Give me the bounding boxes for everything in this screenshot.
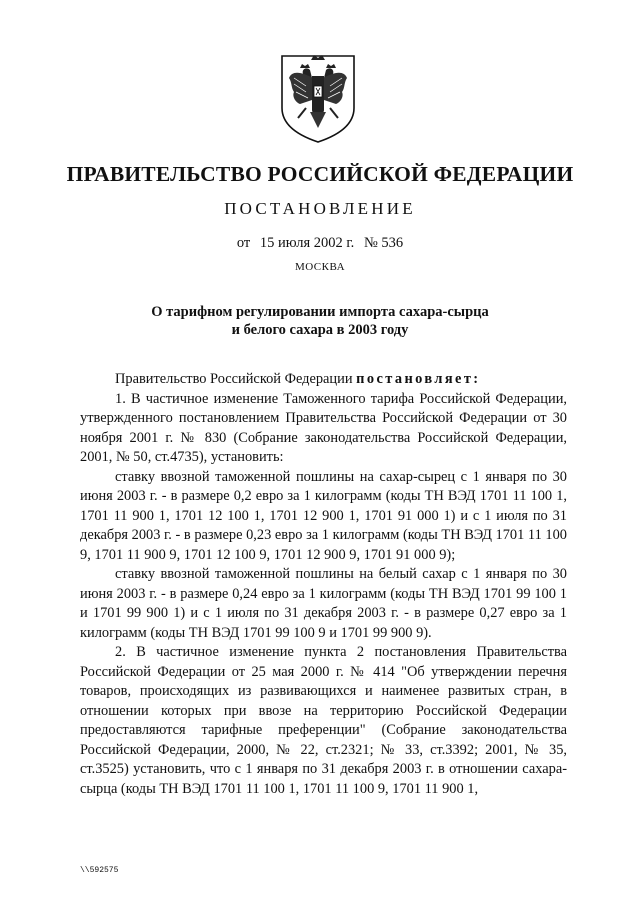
- date-line: [0, 235, 640, 252]
- intro-paragraph: [80, 370, 567, 390]
- title-line-2: и белого сахара в 2003 году: [231, 322, 409, 338]
- paragraph-1: 1. В частичное изменение Таможенного тарифа Российской Федерации, утвержденного постановлением Правительства Российской Федерации от 30 ноября 2001 г. № 830 (Собрание законодательства Российской Федерации, 2001, № 50, ст.4735), установить:: [80, 390, 567, 465]
- document-body: [80, 370, 567, 799]
- city-name: МОСКВА: [294, 261, 346, 273]
- resolution-number: № 536: [363, 235, 404, 251]
- resolution-date: 15 июля 2002 г.: [259, 235, 355, 251]
- intro-verb: постановляет:: [356, 371, 481, 387]
- paragraph-white-sugar-rate: ставку ввозной таможенной пошлины на белый сахар с 1 января по 30 июня 2003 г. - в размере 0,24 евро за 1 килограмм (коды ТН ВЭД 1701 99 100 1 и 1701 99 900 1) и с 1 июля по 31 декабря 2003 г. - в размере 0,27 евро за 1 килограмм (коды ТН ВЭД 1701 99 100 9 и 1701 99 900 9).: [80, 566, 567, 641]
- government-name: ПРАВИТЕЛЬСТВО РОССИЙСКОЙ ФЕДЕРАЦИИ: [66, 162, 574, 186]
- intro-text: Правительство Российской Федерации: [115, 371, 353, 387]
- russian-coat-of-arms-icon: [276, 48, 360, 144]
- document-title: [0, 303, 640, 339]
- paragraph-2: 2. В частичное изменение пункта 2 постановления Правительства Российской Федерации от 25 мая 2000 г. № 414 "Об утверждении перечня товаров, происходящих из развивающихся и наименее развитых стран, в отношении которых при ввозе на территорию Российской Федерации предоставляются тарифные преференции" (Собрание законодательства Российской Федерации, 2000, № 22, ст.2321; № 33, ст.3392; 2001, № 35, ст.3525) установить, что с 1 января по 31 декабря 2003 г. в отношении сахара-сырца (коды ТН ВЭД 1701 11 100 1, 1701 11 100 9, 1701 11 900 1,: [80, 644, 567, 797]
- document-type: ПОСТАНОВЛЕНИЕ: [224, 199, 416, 218]
- date-prefix: от: [236, 235, 251, 251]
- title-line-1: О тарифном регулировании импорта сахара-сырца: [151, 304, 489, 320]
- paragraph-raw-sugar-rate: ставку ввозной таможенной пошлины на сахар-сырец с 1 января по 30 июня 2003 г. - в размере 0,2 евро за 1 килограмм (коды ТН ВЭД 1701 11 100 1, 1701 11 900 1, 1701 12 100 1, 1701 12 900 1, 1701 91 000 1) и с 1 июля по 31 декабря 2003 г. - в размере 0,23 евро за 1 килограмм (коды ТН ВЭД 1701 11 100 9, 1701 11 900 9, 1701 12 100 9, 1701 12 900 9, 1701 91 000 9);: [80, 468, 567, 563]
- document-code: \\592575: [80, 866, 119, 875]
